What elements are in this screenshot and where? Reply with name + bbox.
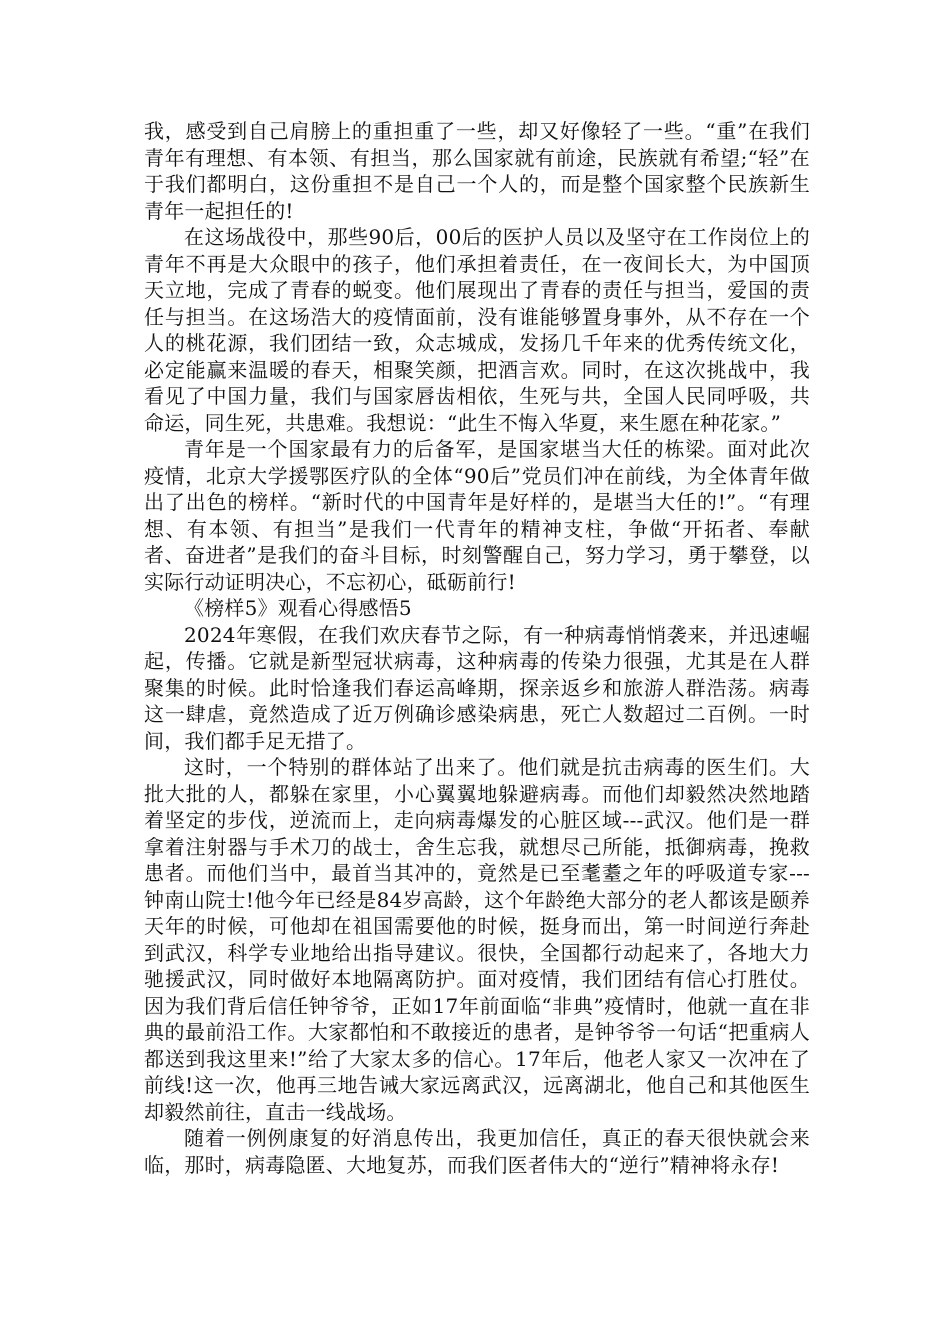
document-body [144, 118, 810, 1178]
paragraph-winter-virus: 2024年寒假，在我们欢庆春节之际，有一种病毒悄悄袭来，并迅速崛起，传播。它就是新型冠状病毒，这种病毒的传染力很强，尤其是在人群聚集的时候。此时恰逢我们春运高峰期，探亲返乡和旅游人群浩荡。病毒这一肆虐，竟然造成了近万例确诊感染病患，死亡人数超过二百例。一时间，我们都手足无措了。 [144, 622, 810, 753]
paragraph-youth-battle: 在这场战役中，那些90后，00后的医护人员以及坚守在工作岗位上的青年不再是大众眼中的孩子，他们承担着责任，在一夜间长大，为中国顶天立地，完成了青春的蜕变。他们展现出了青春的责任与担当，爱国的责任与担当。在这场浩大的疫情面前，没有谁能够置身事外，从不存在一个人的桃花源，我们团结一致，众志城成，发扬几千年来的优秀传统文化，必定能赢来温暖的春天，相聚笑颜，把酒言欢。同时，在这次挑战中，我看见了中国力量，我们与国家唇齿相依，生死与共，全国人民同呼吸，共命运，同生死，共患难。我想说：“此生不悔入华夏，来生愿在种花家。” [144, 225, 810, 435]
paragraph-doctors: 这时，一个特别的群体站了出来了。他们就是抗击病毒的医生们。大批大批的人，都躲在家里，小心翼翼地躲避病毒。而他们却毅然决然地踏着坚定的步伐，逆流而上，走向病毒爆发的心脏区域---武汉。他们是一群拿着注射器与手术刀的战士，舍生忘我，就想尽己所能，抵御病毒，挽救患者。而他们当中，最首当其冲的，竟然是已至耄耋之年的呼吸道专家---钟南山院士!他今年已经是84岁高龄，这个年龄绝大部分的老人都该是颐养天年的时候，可他却在祖国需要他的时候，挺身而出，第一时间逆行奔赴到武汉，科学专业地给出指导建议。很快，全国都行动起来了，各地大力驰援武汉，同时做好本地隔离防护。面对疫情，我们团结有信心打胜仗。因为我们背后信任钟爷爷，正如17年前面临“非典”疫情时，他就一直在非典的最前沿工作。大家都怕和不敢接近的患者，是钟爷爷一句话“把重病人都送到我这里来!”给了大家太多的信心。17年后，他老人家又一次冲在了前线!这一次，他再三地告诫大家远离武汉，远离湖北，他自己和其他医生却毅然前往，直击一线战场。 [144, 755, 810, 1124]
paragraph-continuation: 我，感受到自己肩膀上的重担重了一些，却又好像轻了一些。“重”在我们青年有理想、有本领、有担当，那么国家就有前途，民族就有希望;“轻”在于我们都明白，这份重担不是自己一个人的，而是整个国家整个民族新生青年一起担任的! [144, 119, 810, 223]
paragraph-spring-hope: 随着一例例康复的好消息传出，我更加信任，真正的春天很快就会来临，那时，病毒隐匿、大地复苏，而我们医者伟大的“逆行”精神将永存! [144, 1126, 810, 1177]
section-title: 《榜样5》观看心得感悟5 [184, 596, 412, 620]
paragraph-youth-reserve: 青年是一个国家最有力的后备军，是国家堪当大任的栋梁。面对此次疫情，北京大学援鄂医疗队的全体“90后”党员们冲在前线，为全体青年做出了出色的榜样。“新时代的中国青年是好样的，是堪当大任的!”。“有理想、有本领、有担当”是我们一代青年的精神支柱，争做“开拓者、奉献者、奋进者”是我们的奋斗目标，时刻警醒自己，努力学习，勇于攀登，以实际行动证明决心，不忘初心，砥砺前行! [144, 437, 810, 594]
